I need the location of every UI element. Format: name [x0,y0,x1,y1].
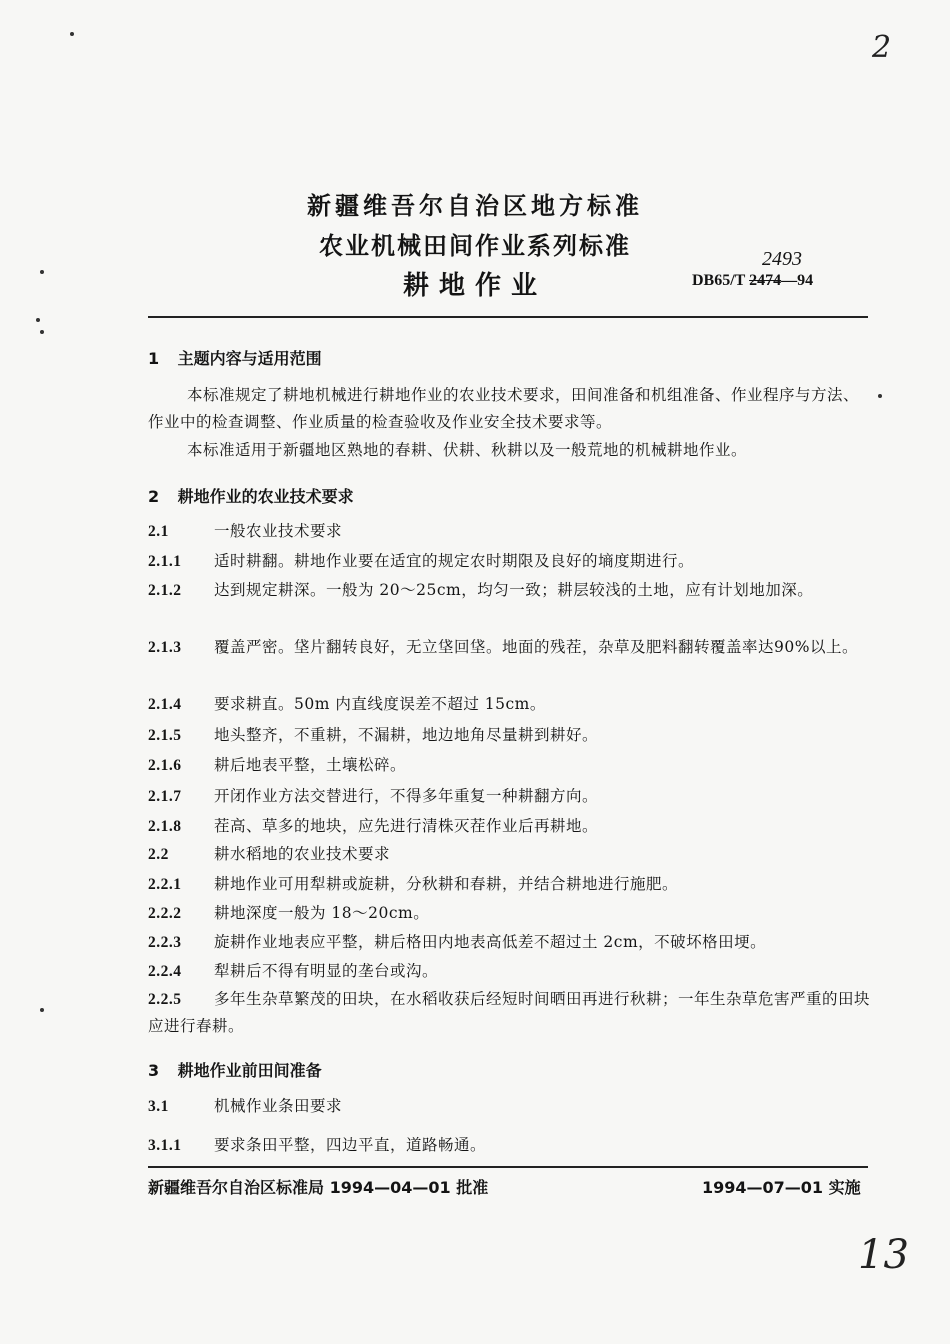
clause [148,783,870,810]
clause [148,1132,870,1159]
clause [148,986,870,1040]
clause-number: 2.1.4 [148,696,182,713]
clause-text: 要求耕直。50m 内直线度误差不超过 15cm。 [214,695,546,713]
scan-speck [36,318,40,322]
clause-number: 2.1.2 [148,582,182,599]
paragraph: 本标准规定了耕地机械进行耕地作业的农业技术要求，田间准备和机组准备、作业程序与方法、作业中的检查调整、作业质量的检查验收及作业安全技术要求等。 [148,386,860,431]
clause-text: 开闭作业方法交替进行，不得多年重复一种耕翻方向。 [214,787,599,805]
clause-text: 耕地深度一般为 18～20cm。 [214,904,430,922]
clause [148,871,870,898]
clause-number: 2.1.6 [148,757,182,774]
clause-number: 2.1.3 [148,639,182,656]
scan-speck [878,394,882,398]
clause [148,518,870,545]
clause-text: 适时耕翻。耕地作业要在适宜的规定农时期限及良好的墒度期进行。 [214,552,695,570]
section-number: 3 [148,1061,160,1080]
approval-date: 新疆维吾尔自治区标准局 1994—04—01 批准 [148,1178,489,1197]
clause-number: 2.2.5 [148,991,182,1008]
code-suffix: —94 [781,272,814,289]
clause-text: 旋耕作业地表应平整，耕后格田内地表高低差不超过土 2cm，不破坏格田埂。 [214,933,767,951]
section-title: 耕地作业前田间准备 [177,1061,322,1080]
clause-number: 2.2.3 [148,934,182,951]
clause-text: 一般农业技术要求 [214,522,343,540]
clause-text: 要求条田平整，四边平直，道路畅通。 [214,1136,487,1154]
section-title: 主题内容与适用范围 [177,349,322,368]
code-handwritten-number: 2493 [762,248,802,270]
clause [148,958,870,985]
scan-speck [40,1008,44,1012]
clause-text: 耕地作业可用犁耕或旋耕，分秋耕和春耕，并结合耕地进行施肥。 [214,875,679,893]
clause-number: 2.1.5 [148,727,182,744]
clause-text: 耕后地表平整，土壤松碎。 [214,756,407,774]
clause [148,634,870,661]
clause [148,691,870,718]
scan-speck [40,330,44,334]
clause-number: 2.1.8 [148,818,182,835]
code-old-number: 2474 [749,272,782,289]
implementation-date: 1994—07—01 实施 [702,1178,861,1197]
clause-number: 2.2.2 [148,905,182,922]
clause [148,1093,870,1120]
clause [148,752,870,779]
footer-rule [148,1166,868,1168]
clause-number: 2.2.4 [148,963,182,980]
clause-text: 地头整齐，不重耕，不漏耕，地边地角尽量耕到耕好。 [214,726,599,744]
clause-text: 犁耕后不得有明显的垄台或沟。 [214,962,439,980]
standard-code [692,248,814,290]
clause-text: 覆盖严密。垡片翻转良好，无立垡回垡。地面的残茬，杂草及肥料翻转覆盖率达90%以上。 [214,638,858,656]
clause-number: 2.2 [148,846,169,863]
handwritten-page-number: 13 [858,1232,909,1278]
clause-number: 2.2.1 [148,876,182,893]
clause [148,577,870,604]
clause [148,900,870,927]
section-number: 1 [148,349,160,368]
clause [148,841,870,868]
section-heading [148,484,354,507]
scan-speck [70,32,74,36]
section-number: 2 [148,487,160,506]
section-title: 耕地作业的农业技术要求 [177,487,354,506]
clause [148,548,870,575]
clause-text: 机械作业条田要求 [214,1097,343,1115]
clause-text: 达到规定耕深。一般为 20～25cm，均匀一致；耕层较浅的土地，应有计划地加深。 [214,581,814,599]
code-prefix: DB65/T [692,272,746,289]
clause [148,722,870,749]
header-rule [148,316,868,318]
clause-number: 2.1.7 [148,788,182,805]
clause [148,929,870,956]
clause-number: 2.1 [148,523,169,540]
clause-number: 3.1 [148,1098,169,1115]
clause [148,813,870,840]
section-heading [148,346,322,369]
clause-text: 耕水稻地的农业技术要求 [214,845,391,863]
header-line-3: 耕地作业 [402,271,547,301]
clause-number: 2.1.1 [148,553,182,570]
handwritten-page-mark: 2 [872,30,892,65]
clause-text: 茬高、草多的地块，应先进行清株灭茬作业后再耕地。 [214,817,599,835]
clause-number: 3.1.1 [148,1137,182,1154]
clause-text: 多年生杂草繁茂的田块，在水稻收获后经短时间晒田再进行秋耕；一年生杂草危害严重的田块应进行春耕。 [148,990,871,1035]
paragraph: 本标准适用于新疆地区熟地的春耕、伏耕、秋耕以及一般荒地的机械耕地作业。 [187,441,748,459]
section-heading [148,1058,322,1081]
header-line-2: 农业机械田间作业系列标准 [319,232,631,260]
header-line-1: 新疆维吾尔自治区地方标准 [307,192,643,220]
